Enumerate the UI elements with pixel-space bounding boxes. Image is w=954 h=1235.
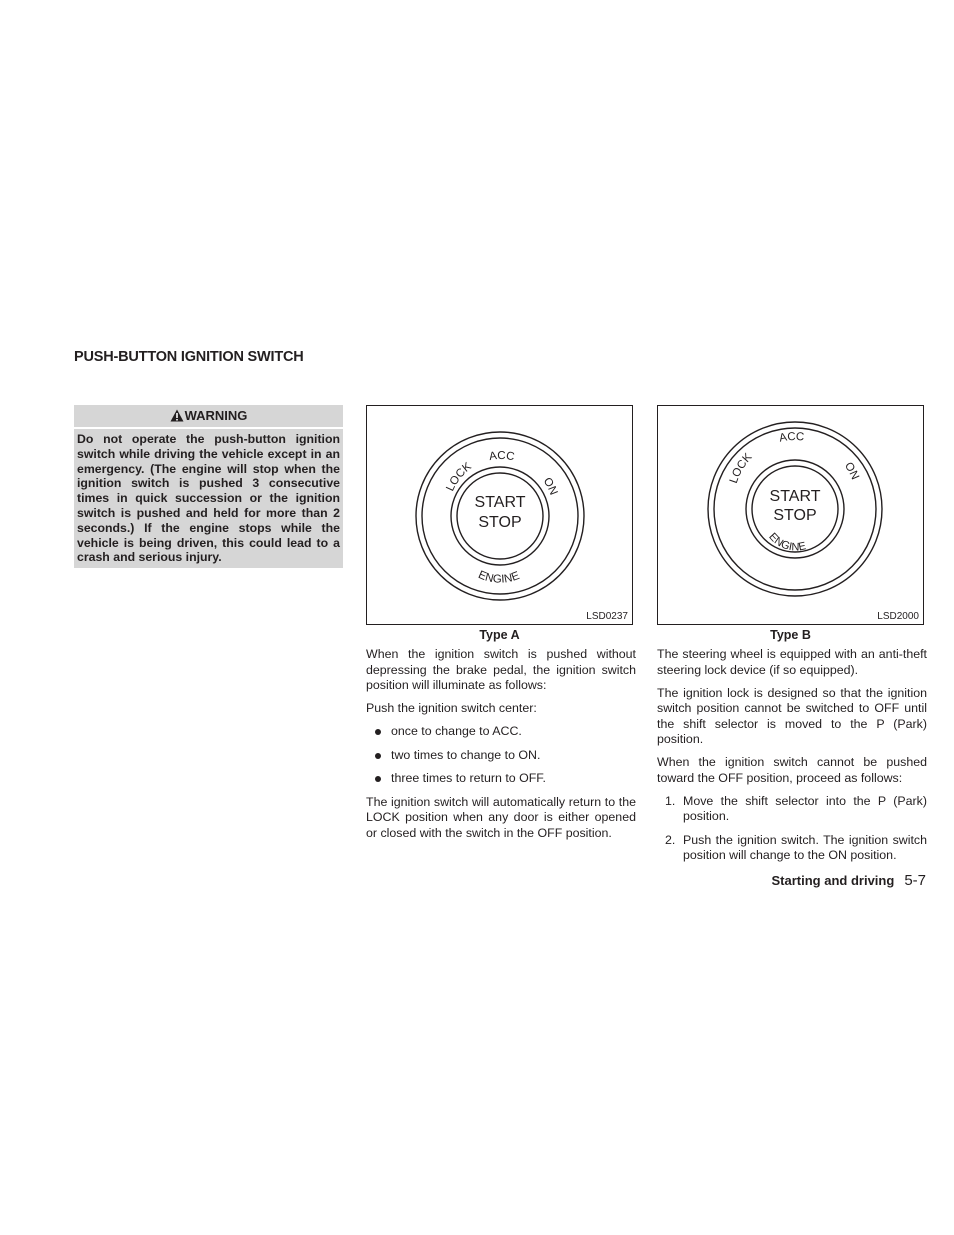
list-item-text: three times to return to OFF. xyxy=(391,771,546,785)
stop-label: STOP xyxy=(773,507,817,524)
bullet-icon xyxy=(375,753,381,759)
ignition-switch-type-a-illustration xyxy=(367,406,634,626)
lock-label: LOCK xyxy=(444,460,474,494)
section-title: PUSH-BUTTON IGNITION SWITCH xyxy=(74,349,304,365)
warning-label: WARNING xyxy=(184,408,248,423)
list-item xyxy=(366,748,636,764)
start-label: START xyxy=(769,488,821,505)
bullet-list xyxy=(366,724,636,787)
warning-box xyxy=(74,405,343,568)
figure-type-b xyxy=(657,405,924,625)
list-item xyxy=(657,794,927,825)
figure-caption-type-a: Type A xyxy=(479,628,520,642)
bullet-icon xyxy=(375,776,381,782)
paragraph: Push the ignition switch center: xyxy=(366,701,537,715)
list-item-text: Push the ignition switch. The ignition switch position will change to the ON position. xyxy=(683,832,927,862)
list-item-text: Move the shift selector into the P (Park) position. xyxy=(683,793,927,823)
start-label: START xyxy=(474,494,526,511)
bullet-icon xyxy=(375,729,381,735)
engine-label: ENGINE xyxy=(476,568,522,586)
list-item xyxy=(366,771,636,787)
list-item-text: two times to change to ON. xyxy=(391,747,541,762)
step-number: 2. xyxy=(665,832,676,847)
paragraph: The ignition switch will automatically return to the LOCK position when any door is either opened or closed with the switch in the OFF position. xyxy=(366,794,636,840)
page-footer xyxy=(772,872,926,889)
stop-label: STOP xyxy=(478,514,522,531)
paragraph: The steering wheel is equipped with an anti-theft steering lock device (if so equipped). xyxy=(657,647,927,677)
ignition-switch-type-b-illustration xyxy=(658,406,925,626)
list-item-text: once to change to ACC. xyxy=(391,724,522,738)
page-number: 5-7 xyxy=(904,872,926,889)
numbered-list xyxy=(657,794,927,864)
step-number: 1. xyxy=(665,793,676,808)
figure-code: LSD0237 xyxy=(586,611,628,622)
on-label: ON xyxy=(841,460,861,482)
footer-section-name: Starting and driving xyxy=(771,873,895,888)
paragraph: The ignition lock is designed so that the ignition switch position cannot be switched to OFF until the shift selector is moved to the P (Park) position. xyxy=(657,685,927,746)
list-item xyxy=(366,724,636,740)
warning-text: Do not operate the push-button ignition switch while driving the vehicle except in an emergency. (The engine will stop when the ignition switch is pushed 3 consecutive times in quick succession or the ignition switch is pushed and held for more than 2 seconds.) If the engine stops while the vehicle is being driven, this could lead to a crash and serious injury. xyxy=(77,432,340,565)
paragraph: When the ignition switch cannot be pushed toward the OFF position, proceed as follows: xyxy=(657,755,927,785)
body-column-1 xyxy=(366,647,636,849)
acc-label: ACC xyxy=(778,430,805,445)
warning-header xyxy=(74,405,343,429)
warning-triangle-icon xyxy=(170,409,184,422)
figure-type-a xyxy=(366,405,633,625)
paragraph: When the ignition switch is pushed without depressing the brake pedal, the ignition switch position will illuminate as follows: xyxy=(366,647,636,692)
on-label: ON xyxy=(540,475,560,497)
figure-caption-type-b: Type B xyxy=(770,628,811,642)
engine-label: ENGINE xyxy=(766,530,808,554)
figure-code: LSD2000 xyxy=(877,611,919,622)
body-column-2 xyxy=(657,647,927,872)
lock-label: LOCK xyxy=(727,451,755,485)
acc-label: ACC xyxy=(488,449,516,464)
list-item xyxy=(657,833,927,864)
